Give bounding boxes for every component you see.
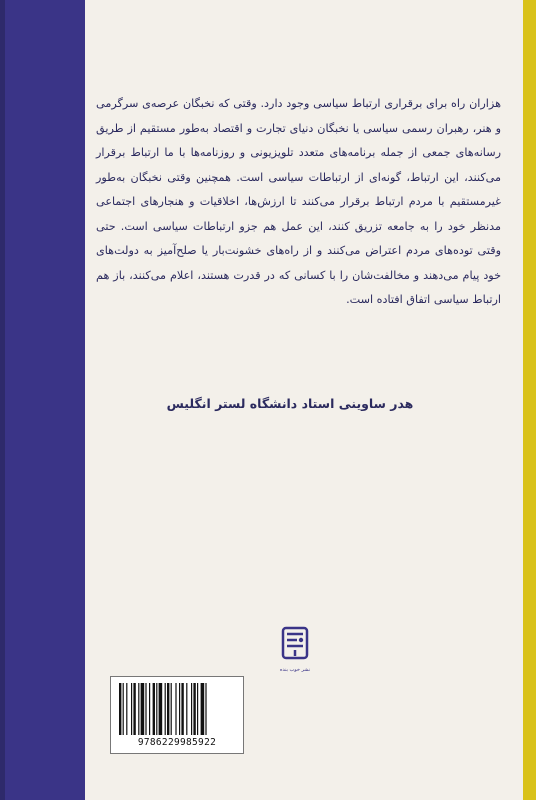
barcode-bar (191, 683, 192, 735)
barcode-bar (156, 683, 157, 735)
barcode-bar (167, 683, 169, 735)
barcode-bar (205, 683, 206, 735)
barcode-bar (181, 683, 183, 735)
publisher-logo (273, 622, 317, 678)
barcode-bar (149, 683, 150, 735)
barcode-bar (119, 683, 121, 735)
isbn-number: 9786229985922 (137, 737, 217, 748)
barcode-bar (153, 683, 155, 735)
blurb-paragraph: هزاران راه برای برقراری ارتباط سیاسی وجود دارد. وقتی که نخبگان عرصه‌ی سرگرمی و هنر، رهبران رسمی سیاسی یا نخبگان دنیای تجارت و اقتصاد به‌طور مستقیم از طریق رسانه‌های جمعی از جمله برنامه‌های متعدد تلویزیونی و روزنامه‌ها با ما ارتباط برقرار می‌کنند، این ارتباط، گونه‌ای از ارتباطات سیاسی است. همچنین وقتی نخبگان به‌طور غیرمستقیم با مردم ارتباط برقرار می‌کنند تا ارزش‌ها، اخلاقیات و هنجارهای اجتماعی مدنظر خود را به جامعه تزریق کنند، این عمل هم جزو ارتباطات سیاسی است. حتی وقتی توده‌های مردم اعتراض می‌کنند و از راه‌های خشونت‌بار یا صلح‌آمیز به دولت‌های خود پیام می‌دهند و مخالفت‌شان را با کسانی که در قدرت هستند، اعلام می‌کنند، باز هم ارتباط سیاسی اتفاق افتاده است. (96, 97, 501, 306)
barcode-bar (165, 683, 166, 735)
isbn-barcode (110, 676, 244, 754)
barcode-bar (126, 683, 127, 735)
publisher-logo-icon (273, 622, 317, 666)
author-attribution: هدر ساوینی استاد دانشگاه لستر انگلیس (166, 396, 414, 411)
barcode-bar (171, 683, 172, 735)
barcode-bar (159, 683, 163, 735)
barcode-bar (175, 683, 176, 735)
barcode-bar (138, 683, 139, 735)
publisher-label: نشر خوب بنده (279, 667, 311, 673)
barcode-bar (133, 683, 135, 735)
barcode-bar (193, 683, 195, 735)
blurb-text (96, 92, 501, 313)
barcode-bar (123, 683, 124, 735)
barcode-bar (145, 683, 146, 735)
barcode-bar (186, 683, 187, 735)
barcode-bars (119, 683, 235, 735)
barcode-bar (141, 683, 145, 735)
barcode-bar (197, 683, 198, 735)
barcode-bar (179, 683, 180, 735)
barcode-bar (201, 683, 205, 735)
yellow-edge-strip (523, 0, 536, 800)
barcode-bar (131, 683, 132, 735)
